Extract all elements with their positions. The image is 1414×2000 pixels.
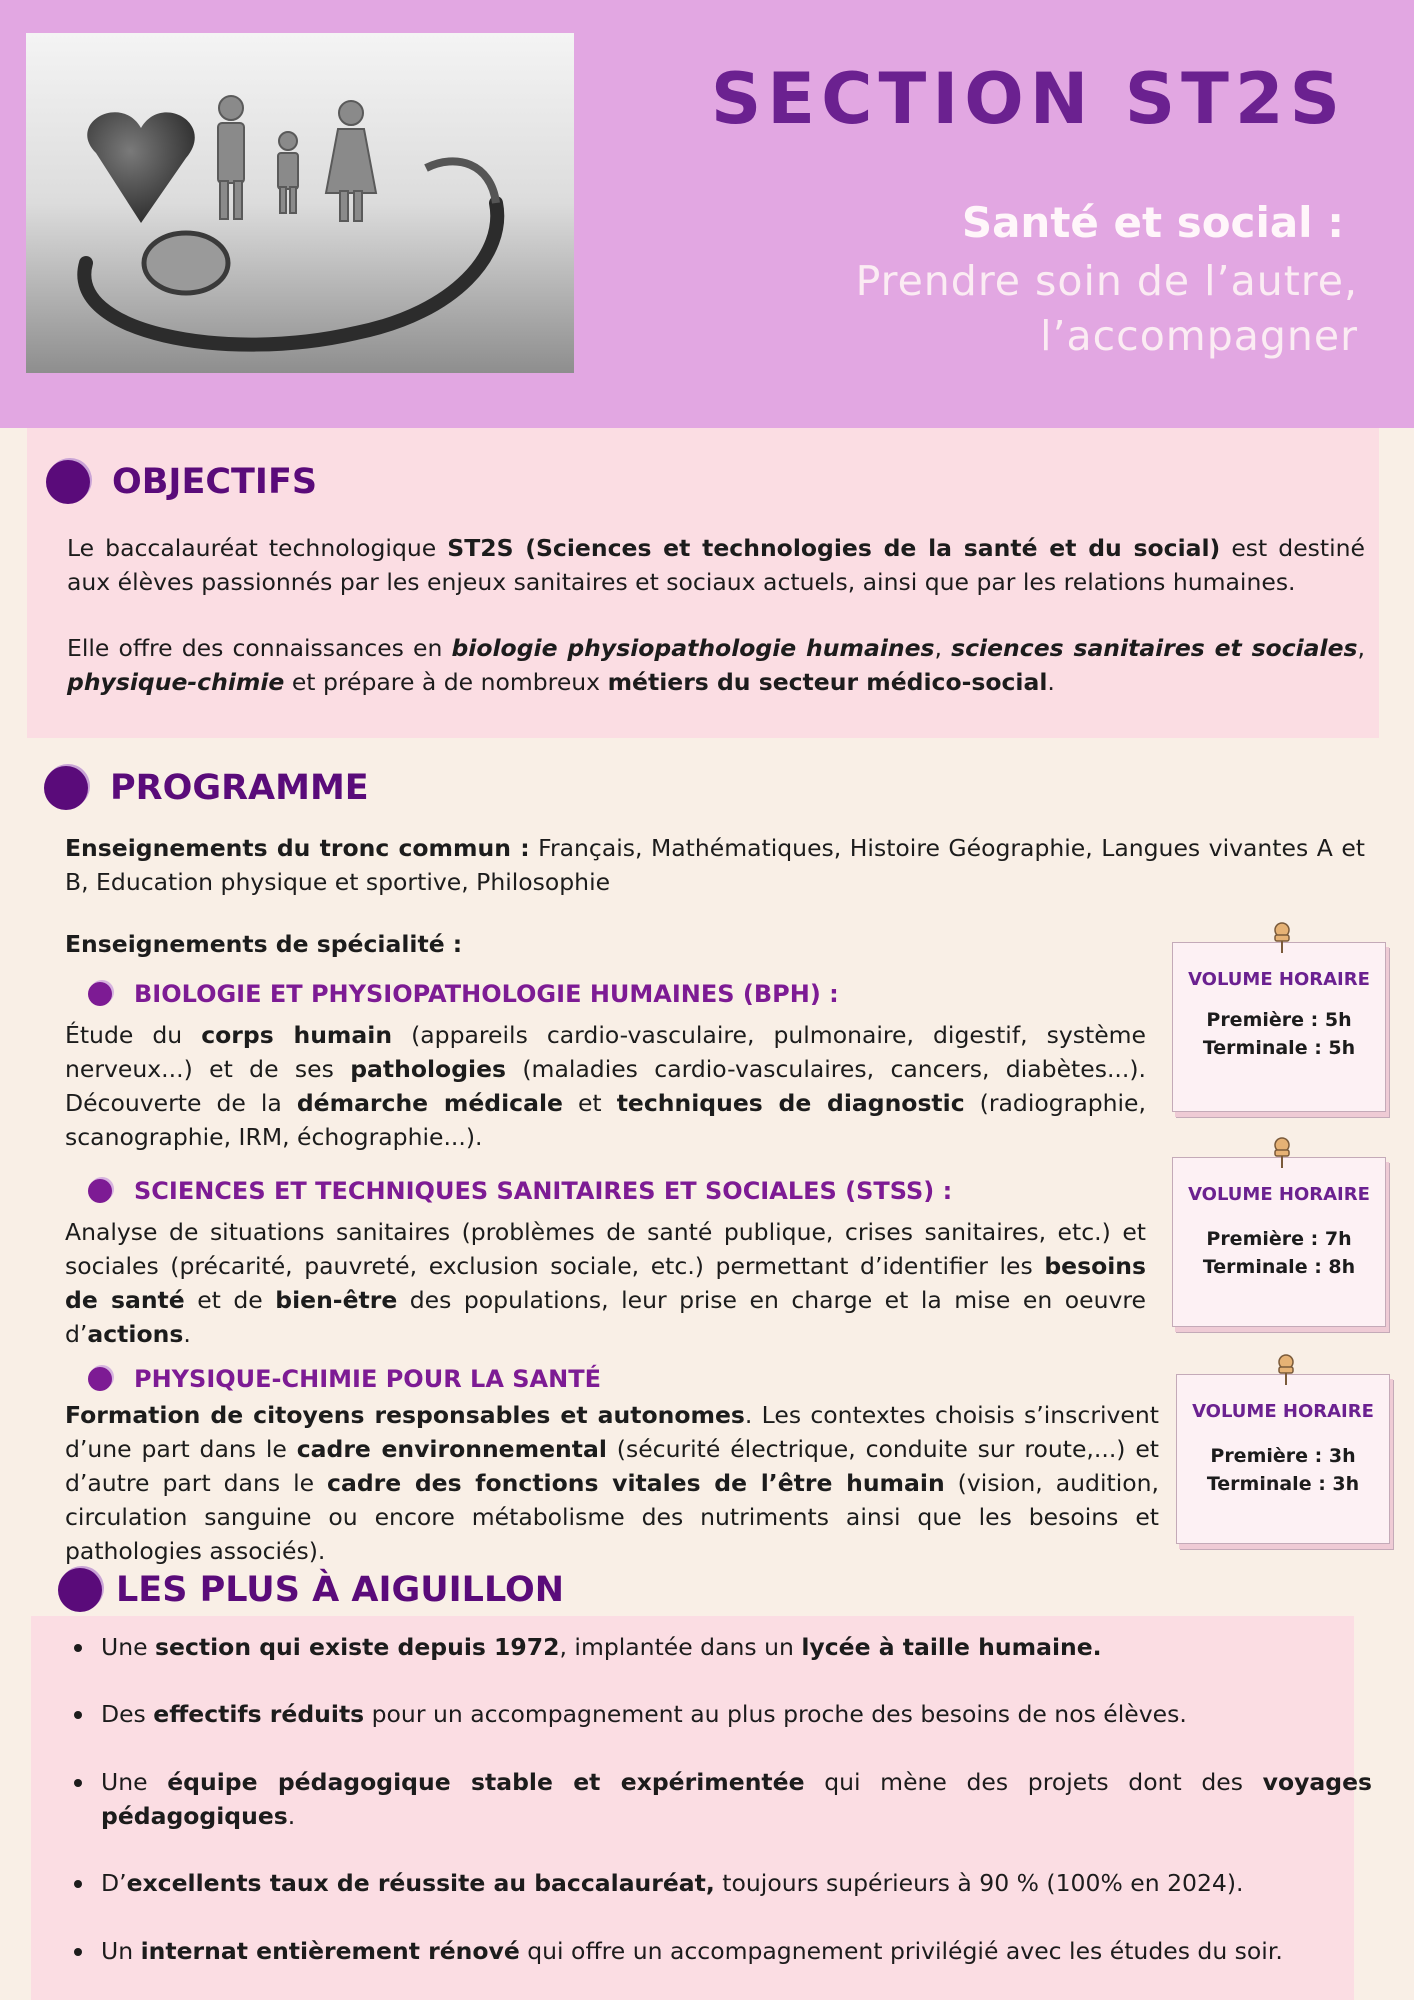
pushpin-icon <box>1273 1353 1299 1387</box>
list-item <box>72 1765 1372 1833</box>
pc-heading <box>88 1365 601 1393</box>
text-bold: métiers du secteur médico-social <box>607 668 1048 696</box>
text: qui offre un accompagnement privilégié avec les études du soir. <box>519 1937 1283 1965</box>
volume-horaire-title: VOLUME HORAIRE <box>1188 1184 1370 1205</box>
text-bold-italic: biologie physiopathologie humaines <box>451 634 935 662</box>
tronc-commun-paragraph <box>65 831 1365 899</box>
text-bold: équipe pédagogique stable et expérimentée <box>167 1768 805 1796</box>
stss-paragraph <box>65 1215 1146 1351</box>
text-bold-italic: physique-chimie <box>67 668 285 696</box>
list-item <box>72 1934 1372 1968</box>
hours-terminale: Terminale : 5h <box>1202 1037 1356 1059</box>
text: Analyse de situations sanitaires (problèmes de santé publique, crises sanitaires, etc.) et sociales (précarité, pauvreté, exclusion sociale, etc.) permettant d’identifier les <box>65 1218 1146 1280</box>
text: Un <box>101 1937 141 1965</box>
hours-premiere: Première : 7h <box>1206 1228 1352 1250</box>
plus-title: LES PLUS À AIGUILLON <box>116 1570 565 1610</box>
text-bold: section qui existe depuis 1972 <box>155 1633 560 1661</box>
tronc-commun-text: Français, Mathématiques, Histoire Géographie, Langues vivantes A et B, Education physique et sportive, Philosophie <box>65 834 1365 896</box>
pushpin-icon <box>1269 921 1295 955</box>
volume-horaire-card-bph <box>1172 942 1386 1112</box>
page-subtitle-line: Prendre soin de l’autre, <box>855 257 1358 305</box>
stss-heading <box>88 1177 952 1205</box>
volume-horaire-card-pc <box>1176 1374 1390 1544</box>
text: (maladies cardio-vasculaires, cancers, diabètes...). Découverte de la <box>65 1055 1146 1117</box>
text-bold: cadre environnemental <box>296 1435 607 1463</box>
hours-premiere: Première : 3h <box>1210 1445 1356 1467</box>
text-bold: ST2S (Sciences et technologies de la santé et du social) <box>447 534 1221 562</box>
text: toujours supérieurs à 90 % (100% en 2024). <box>714 1869 1244 1897</box>
purple-circle-icon <box>44 766 88 810</box>
list-item <box>72 1630 1372 1664</box>
page-title: SECTION ST2S <box>710 58 1346 140</box>
text: pour un accompagnement au plus proche des besoins de nos élèves. <box>364 1700 1187 1728</box>
list-item <box>72 1697 1372 1731</box>
text: . <box>287 1802 296 1830</box>
stss-title: SCIENCES ET TECHNIQUES SANITAIRES ET SOCIALES (STSS) : <box>134 1177 953 1205</box>
page-subtitle-bold: Santé et social : <box>961 198 1344 247</box>
text: et de <box>184 1286 276 1314</box>
purple-circle-icon <box>58 1568 102 1612</box>
text: est destiné aux élèves passionnés par les enjeux sanitaires et sociaux actuels, ainsi que par les relations humaines. <box>67 534 1365 596</box>
purple-circle-icon <box>88 1179 112 1203</box>
text-bold: Formation de citoyens responsables et autonomes <box>65 1401 745 1429</box>
text-bold: bien-être <box>275 1286 398 1314</box>
pc-paragraph <box>65 1398 1159 1568</box>
page-subtitle <box>856 254 1358 364</box>
text: (sécurité électrique, conduite sur route,...) et d’autre part dans le <box>65 1435 1159 1497</box>
purple-circle-icon <box>88 982 112 1006</box>
text-bold: effectifs réduits <box>153 1700 365 1728</box>
text: Elle offre des connaissances en <box>67 634 452 662</box>
text-bold-italic: sciences sanitaires et sociales <box>951 634 1358 662</box>
text: Étude du <box>65 1021 202 1049</box>
objectifs-paragraph-1 <box>67 531 1365 599</box>
text: , <box>1357 634 1366 662</box>
text-bold: internat entièrement rénové <box>140 1937 520 1965</box>
text-bold: techniques de diagnostic <box>616 1089 965 1117</box>
text-bold: lycée à taille humaine. <box>801 1633 1102 1661</box>
text: Le baccalauréat technologique <box>67 534 448 562</box>
text-bold: besoins de santé <box>65 1252 1146 1314</box>
volume-horaire-card-stss <box>1172 1157 1386 1327</box>
text: Des <box>101 1700 154 1728</box>
text: . <box>183 1320 191 1348</box>
text: . Les contextes choisis s’inscrivent d’une part dans le <box>65 1401 1159 1463</box>
text-bold: excellents taux de réussite au baccalauréat, <box>126 1869 715 1897</box>
bph-heading <box>88 980 839 1008</box>
text: et <box>562 1089 617 1117</box>
text: (vision, audition, circulation sanguine ou encore métabolisme des nutriments ainsi que les besoins et pathologies associés). <box>65 1469 1159 1565</box>
tronc-commun-label: Enseignements du tronc commun : <box>65 834 530 862</box>
plus-heading <box>58 1568 564 1612</box>
bph-title: BIOLOGIE ET PHYSIOPATHOLOGIE HUMAINES (BPH) : <box>134 980 839 1008</box>
text-bold: pathologies <box>350 1055 507 1083</box>
text: . <box>1047 668 1055 696</box>
volume-horaire-title: VOLUME HORAIRE <box>1192 1401 1374 1422</box>
text: des populations, leur prise en charge et la mise en oeuvre d’ <box>65 1286 1146 1348</box>
text: Une <box>101 1633 156 1661</box>
text-bold: Enseignements de spécialité : <box>65 930 463 958</box>
programme-heading <box>44 766 369 810</box>
text: , implantée dans un <box>559 1633 802 1661</box>
hours-premiere: Première : 5h <box>1206 1009 1352 1031</box>
text-bold: actions <box>87 1320 184 1348</box>
list-item <box>72 1866 1372 1900</box>
specialite-label <box>65 927 665 961</box>
programme-title: PROGRAMME <box>110 768 369 808</box>
text: D’ <box>101 1869 127 1897</box>
text: qui mène des projets dont des <box>804 1768 1263 1796</box>
volume-horaire-title: VOLUME HORAIRE <box>1188 969 1370 990</box>
text: (appareils cardio-vasculaire, pulmonaire, digestif, système nerveux...) et de ses <box>65 1021 1147 1083</box>
objectifs-paragraph-2 <box>67 631 1365 699</box>
purple-circle-icon <box>46 460 90 504</box>
text-bold: corps humain <box>201 1021 393 1049</box>
health-family-stethoscope-photo <box>26 33 574 373</box>
header-banner <box>0 0 1414 428</box>
text: et prépare à de nombreux <box>284 668 608 696</box>
purple-circle-icon <box>88 1367 112 1391</box>
page-subtitle-line: l’accompagner <box>1040 312 1358 360</box>
text: Une <box>101 1768 168 1796</box>
objectifs-heading <box>46 460 317 504</box>
bph-paragraph <box>65 1018 1146 1154</box>
objectifs-title: OBJECTIFS <box>112 462 318 502</box>
pushpin-icon <box>1269 1136 1295 1170</box>
text: , <box>934 634 952 662</box>
hours-terminale: Terminale : 8h <box>1202 1256 1356 1278</box>
pc-title: PHYSIQUE-CHIMIE POUR LA SANTÉ <box>134 1365 601 1393</box>
text-bold: démarche médicale <box>296 1089 563 1117</box>
text-bold: cadre des fonctions vitales de l’être humain <box>327 1469 945 1497</box>
text-bold: voyages pédagogiques <box>101 1768 1373 1830</box>
hours-terminale: Terminale : 3h <box>1206 1473 1360 1495</box>
text: (radiographie, scanographie, IRM, échographie...). <box>65 1089 1146 1151</box>
